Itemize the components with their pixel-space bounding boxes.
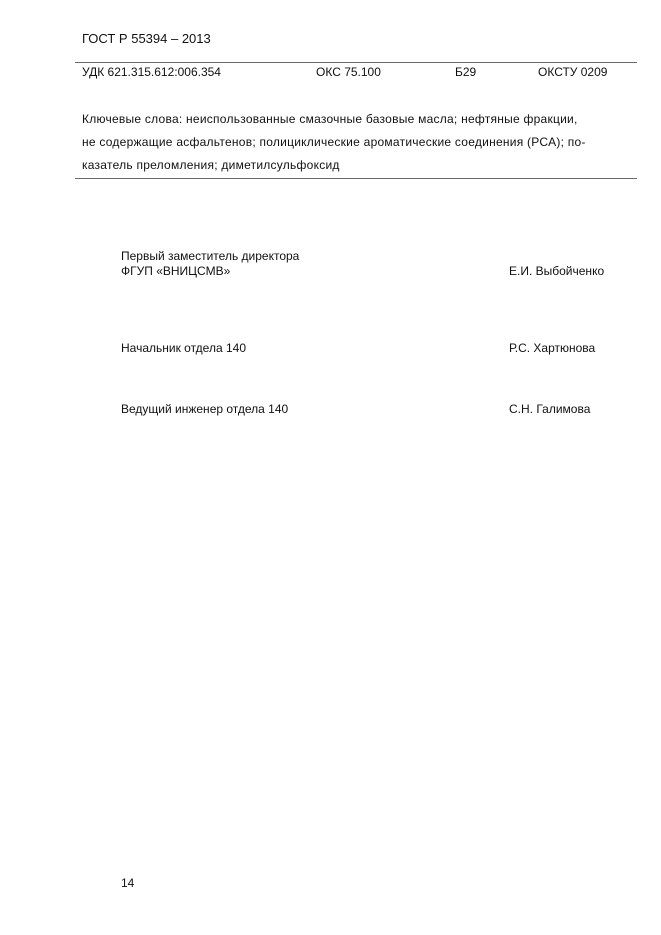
signatory-title: Первый заместитель директора bbox=[121, 249, 300, 263]
signatory-organization: ФГУП «ВНИЦСМВ» bbox=[121, 264, 231, 278]
signatory-name: С.Н. Галимова bbox=[509, 402, 591, 416]
signatory-title: Начальник отдела 140 bbox=[121, 341, 246, 355]
signatory-title: Ведущий инженер отдела 140 bbox=[121, 402, 289, 416]
keywords-line: не содержащие асфальтенов; полициклические ароматические соединения (РСА); по- bbox=[82, 135, 586, 149]
keywords-divider bbox=[75, 178, 637, 179]
page-number: 14 bbox=[121, 876, 135, 890]
signatory-name: Р.С. Хартюнова bbox=[509, 341, 596, 355]
oks-code: ОКС 75.100 bbox=[316, 65, 381, 79]
group-code: Б29 bbox=[455, 65, 477, 79]
header-divider bbox=[75, 62, 637, 63]
keywords-line: Ключевые слова: неиспользованные смазочные базовые масла; нефтяные фракции, bbox=[82, 112, 578, 126]
keywords-block bbox=[82, 108, 627, 177]
udk-code: УДК 621.315.612:006.354 bbox=[82, 65, 221, 79]
okstu-code: ОКСТУ 0209 bbox=[538, 65, 608, 79]
keywords-line: казатель преломления; диметилсульфоксид bbox=[82, 158, 340, 172]
signatory-name: Е.И. Выбойченко bbox=[509, 264, 605, 278]
document-header: ГОСТ Р 55394 – 2013 bbox=[82, 31, 211, 46]
